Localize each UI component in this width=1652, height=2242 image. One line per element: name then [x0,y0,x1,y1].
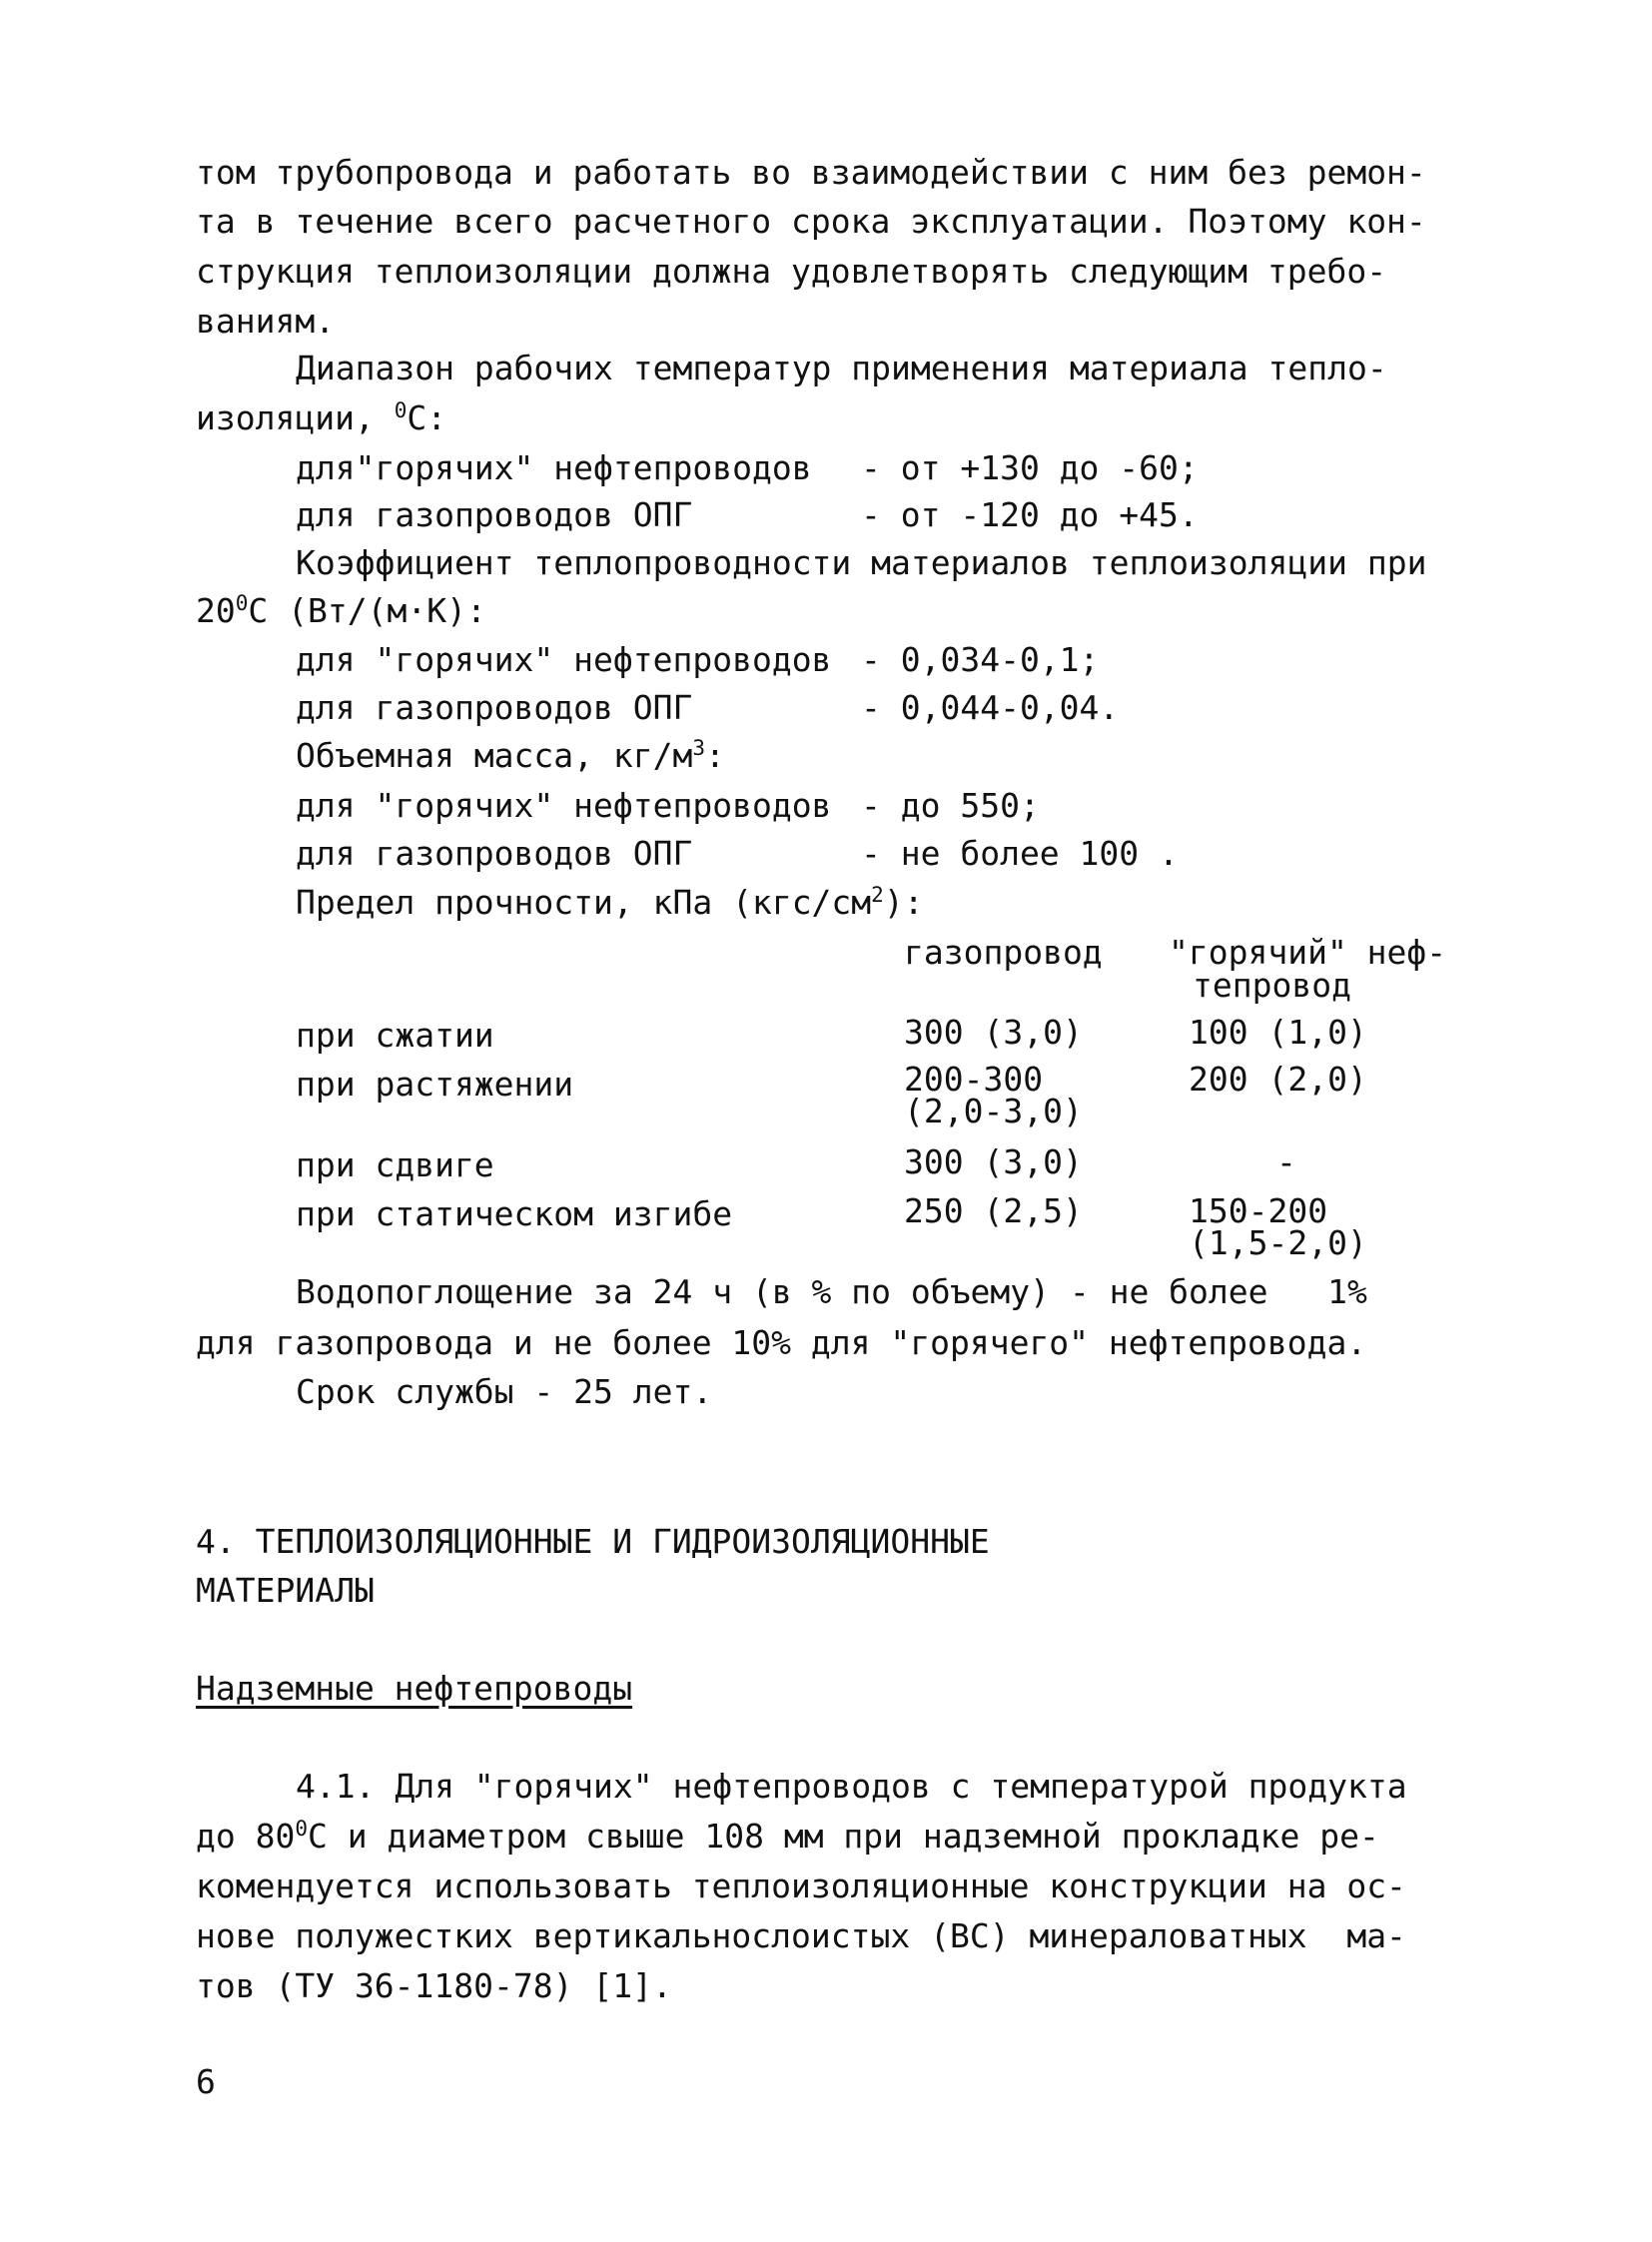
strength-row-gas: 300 (3,0) [904,1013,1083,1052]
strength-row-label: при сжатии [296,1016,494,1055]
conductivity-title-cont [196,591,486,630]
body-text-line: ваниям. [196,302,336,341]
body-text-line: комендуется использовать теплоизоляционные конструкции на ос- [196,1867,1406,1905]
strength-row-label: при сдвиге [296,1145,494,1184]
strength-title-text: Предел прочности, кПа (кгс/см [296,883,872,922]
cube-superscript: 3 [692,736,706,760]
temp-gas-value: - от -120 до +45. [861,495,1199,534]
conductivity-temp: 20 [196,591,236,630]
para41-text: С и диаметром свыше 108 мм при надземной прокладке ре- [308,1817,1379,1856]
temp-gas-label: для газопроводов ОПГ [296,495,693,534]
strength-row-oil: 100 (1,0) [1189,1013,1367,1052]
body-text-line: том трубопровода и работать во взаимодействии с ним без ремон- [196,153,1426,192]
density-oil-value: - до 550; [861,786,1040,825]
strength-row-oil: 150-200 [1189,1191,1328,1230]
density-title-text: Объемная масса, кг/м [296,736,693,775]
conductivity-title: Коэффициент теплопроводности материалов теплоизоляции при [296,543,1427,582]
temp-range-prefix: изоляции, [196,398,395,437]
body-text-line [196,1817,1379,1856]
conductivity-oil-label: для "горячих" нефтепроводов [296,640,832,679]
body-text-line: нове полужестких вертикальнослоистых (ВС) минераловатных ма- [196,1916,1406,1955]
conductivity-gas-label: для газопроводов ОПГ [296,688,693,727]
body-text-line: та в течение всего расчетного срока эксплуатации. Поэтому кон- [196,202,1426,241]
section-heading: 4. ТЕПЛОИЗОЛЯЦИОННЫЕ И ГИДРОИЗОЛЯЦИОННЫЕ [196,1522,990,1561]
strength-row-oil: 200 (2,0) [1189,1060,1367,1099]
strength-col-oil-cont: тепровод [1193,966,1351,1005]
square-superscript: 2 [871,883,884,907]
water-absorption-line: Водопоглощение за 24 ч (в % по объему) - не более 1% [296,1272,1367,1311]
degree-superscript: 0 [235,591,249,615]
section-heading-cont: МАТЕРИАЛЫ [196,1571,375,1610]
density-gas-value: - не более 100 . [861,834,1179,873]
degree-superscript: 0 [295,1817,308,1841]
temp-range-title-cont [196,398,447,437]
conductivity-oil-value: - 0,034-0,1; [861,640,1100,679]
strength-row-oil-cont: (1,5-2,0) [1189,1223,1367,1262]
density-oil-label: для "горячих" нефтепроводов [296,786,832,825]
water-absorption-line: для газопровода и не более 10% для "горячего" нефтепровода. [196,1323,1367,1362]
body-text-line: струкция теплоизоляции должна удовлетворять следующим требо- [196,252,1387,291]
strength-title [296,883,924,922]
temp-range-title: Диапазон рабочих температур применения материала тепло- [296,349,1387,387]
density-gas-label: для газопроводов ОПГ [296,834,693,873]
strength-row-gas: 250 (2,5) [904,1191,1083,1230]
density-title-end: : [705,736,725,775]
density-title [296,736,725,775]
temp-oil-label: для"горячих" нефтепроводов [296,448,812,487]
para41-text: до 80 [196,1817,296,1856]
strength-title-end: ): [883,883,924,922]
strength-row-gas: 300 (3,0) [904,1142,1083,1181]
degree-superscript: 0 [394,398,408,422]
strength-col-gas: газопровод [904,933,1103,972]
strength-row-gas-cont: (2,0-3,0) [904,1092,1083,1130]
strength-row-gas: 200-300 [904,1060,1044,1099]
temp-range-unit: С: [407,398,447,437]
strength-row-label: при статическом изгибе [296,1194,733,1233]
conductivity-unit: С (Вт/(м·К): [248,591,486,630]
page-number: 6 [196,2062,216,2101]
service-life: Срок службы - 25 лет. [296,1372,713,1411]
subsection-heading: Надземные нефтепроводы [196,1669,633,1708]
body-text-line: тов (ТУ 36-1180-78) [1]. [196,1966,672,2005]
body-text-line: 4.1. Для "горячих" нефтепроводов с температурой продукта [296,1767,1407,1806]
strength-row-oil: - [1276,1142,1296,1181]
strength-col-oil: "горячий" неф- [1169,933,1447,972]
strength-row-label: при растяжении [296,1065,574,1104]
temp-oil-value: - от +130 до -60; [861,448,1199,487]
conductivity-gas-value: - 0,044-0,04. [861,688,1120,727]
